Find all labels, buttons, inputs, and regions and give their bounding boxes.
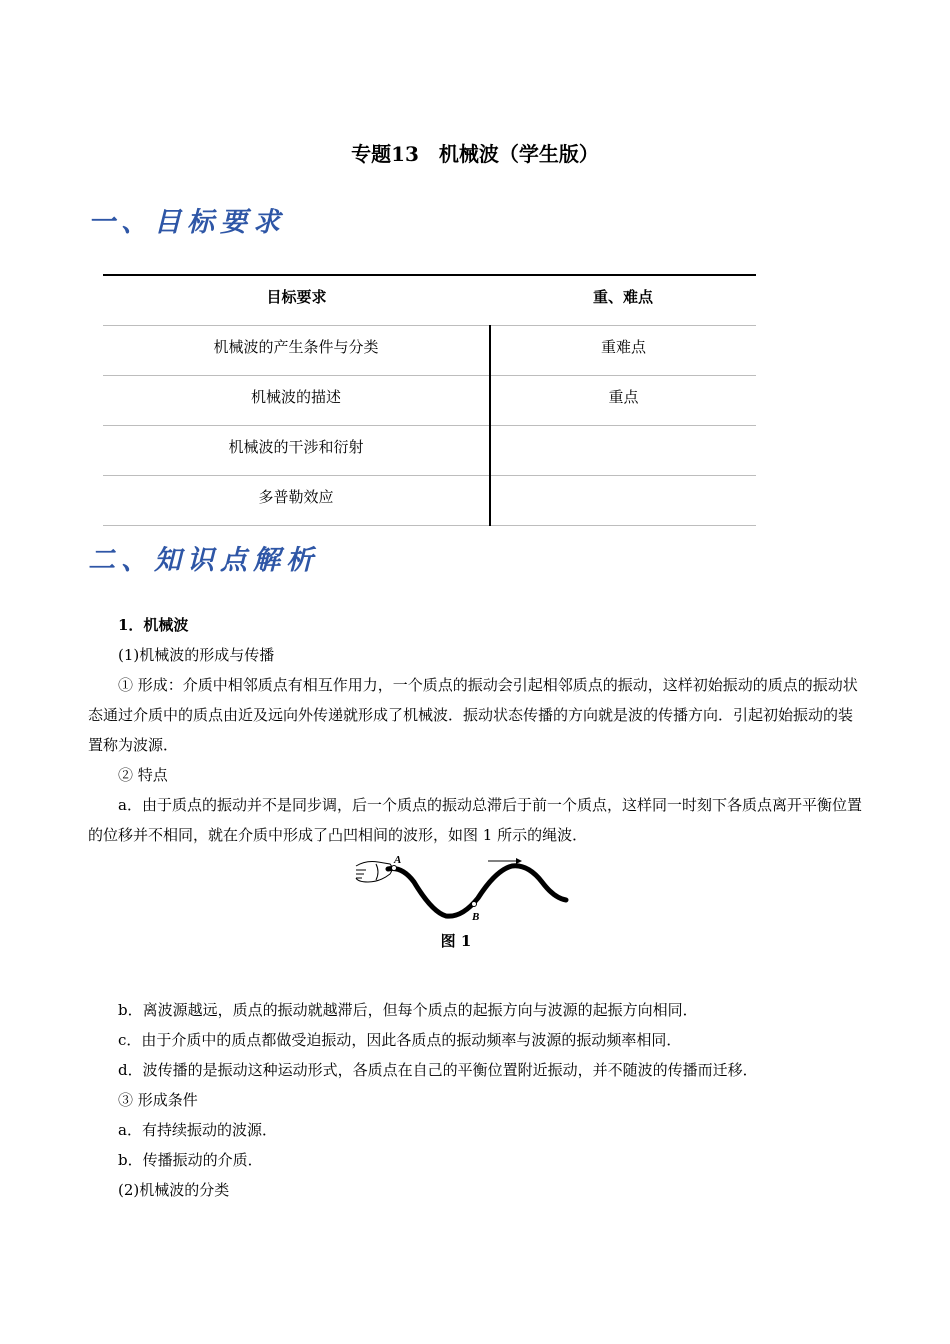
paragraph-feature-a: a．由于质点的振动并不是同步调，后一个质点的振动总滞后于前一个质点，这样同一时刻下各质点离开平衡位置的位移并不相同，就在介质中形成了凸凹相间的波形，如图 1 所示的绳波．	[88, 796, 862, 844]
point-b-label: B	[472, 911, 480, 923]
paragraph-formation: ① 形成：介质中相邻质点有相互作用力，一个质点的振动会引起相邻质点的振动，这样初始振动的质点的振动状态通过介质中的质点由近及远向外传递就形成了机械波．振动状态传播的方向就是波的传播方向．引起初始振动的装置称为波源．	[88, 676, 858, 754]
table-header-row	[103, 275, 756, 325]
propagation-arrow-icon	[488, 858, 522, 864]
page-title: 专题13 机械波（学生版）	[351, 142, 599, 166]
table-cell: 机械波的描述	[103, 375, 490, 425]
table-header-cell: 目标要求	[103, 275, 490, 325]
subheading-classification: (2)机械波的分类	[118, 1181, 230, 1199]
table-cell: 机械波的干涉和衍射	[103, 425, 490, 475]
table-cell: 重点	[490, 375, 756, 425]
content-block-1	[88, 610, 864, 850]
point-b-marker	[472, 902, 477, 907]
figure-caption: 图 1	[440, 932, 472, 950]
paragraph-conditions: ③ 形成条件	[118, 1091, 198, 1109]
content-block-2	[88, 995, 864, 1205]
point-a-label: A	[394, 854, 402, 866]
paragraph-feature-d: d．波传播的是振动这种运动形式，各质点在自己的平衡位置附近振动，并不随波的传播而迁移．	[118, 1061, 758, 1079]
subheading-formation: (1)机械波的形成与传播	[118, 646, 275, 664]
goals-table	[103, 274, 756, 526]
table-cell: 重难点	[490, 325, 756, 375]
table-header-cell: 重、难点	[490, 275, 756, 325]
table-row	[103, 325, 756, 375]
paragraph-feature-c: c．由于介质中的质点都做受迫振动，因此各质点的振动频率与波源的振动频率相同．	[118, 1031, 682, 1049]
table-cell: 机械波的产生条件与分类	[103, 325, 490, 375]
heading-mechanical-wave: 1．机械波	[118, 616, 189, 634]
point-a-marker	[392, 866, 397, 871]
table-row	[103, 475, 756, 525]
section-heading-goals: 一、目标要求	[88, 207, 286, 238]
table-row	[103, 425, 756, 475]
paragraph-condition-b: b．传播振动的介质．	[118, 1151, 263, 1169]
table-cell	[490, 475, 756, 525]
paragraph-feature-b: b．离波源越远，质点的振动就越滞后，但每个质点的起振方向与波源的起振方向相同．	[118, 1001, 698, 1019]
rope-wave-curve	[388, 866, 566, 916]
hand-icon	[356, 862, 392, 883]
section-heading-knowledge: 二、知识点解析	[88, 545, 319, 576]
rope-wave-figure	[350, 852, 575, 927]
table-cell: 多普勒效应	[103, 475, 490, 525]
paragraph-features: ② 特点	[118, 766, 168, 784]
paragraph-condition-a: a．有持续振动的波源．	[118, 1121, 277, 1139]
table-row	[103, 375, 756, 425]
table-cell	[490, 425, 756, 475]
